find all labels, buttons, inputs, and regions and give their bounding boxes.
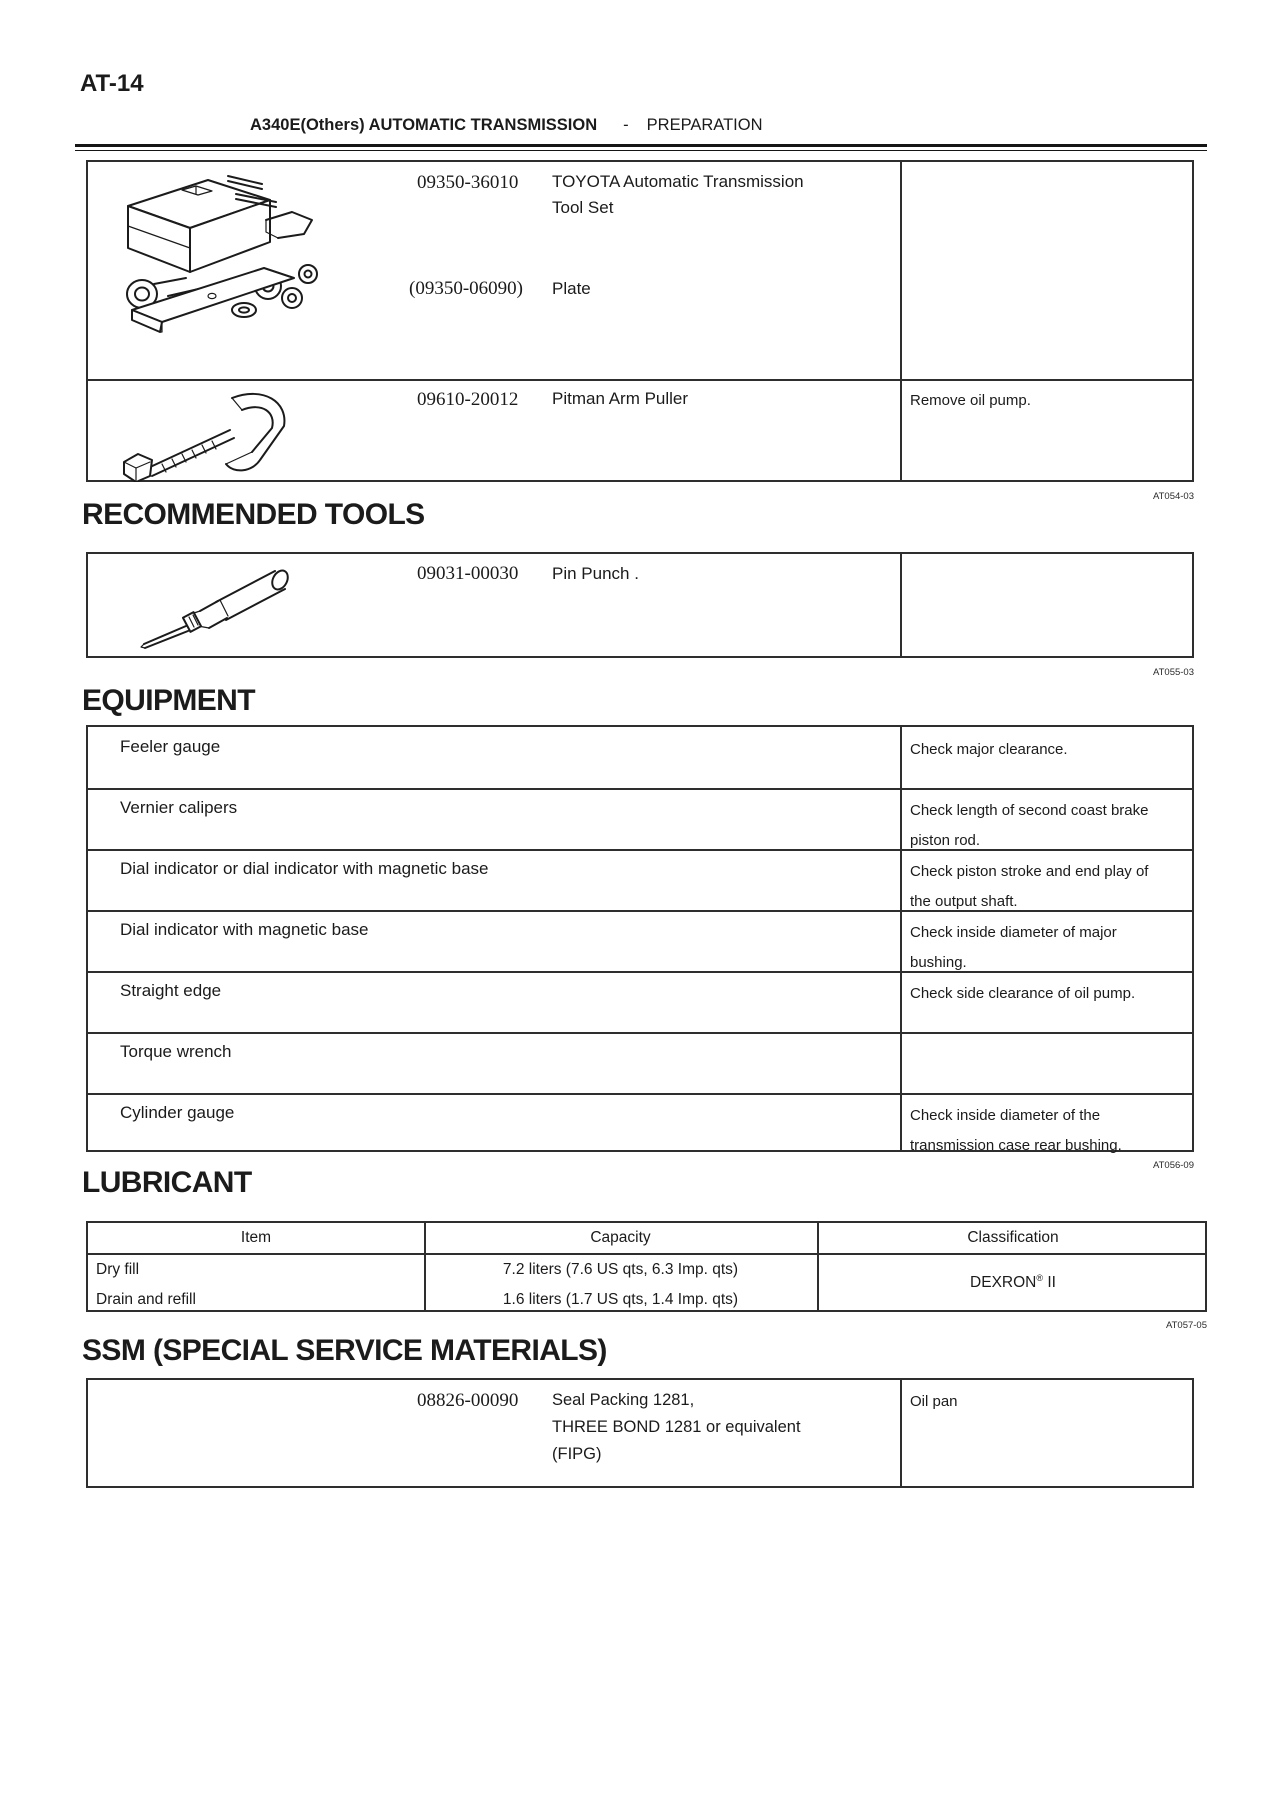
figure-code: AT057-05 <box>1165 1320 1207 1331</box>
part-number: 09610-20012 <box>417 389 519 410</box>
equipment-use: Check inside diameter of major bushing. <box>910 924 1117 971</box>
lubricant-item: Dry fill <box>96 1261 140 1278</box>
part-name: Pitman Arm Puller <box>552 389 689 408</box>
section-heading-ssm: SSM (SPECIAL SERVICE MATERIALS) <box>82 1334 607 1367</box>
pin-punch-illustration <box>128 564 300 650</box>
equipment-row-divider <box>88 788 1192 790</box>
part-name: TOYOTA Automatic Transmission Tool Set <box>552 172 804 217</box>
figure-code: AT054-03 <box>1152 491 1194 502</box>
sst-table <box>86 160 1194 482</box>
part-number: (09350-06090) <box>409 278 523 299</box>
lubricant-capacity: 7.2 liters (7.6 US qts, 6.3 Imp. qts) <box>502 1261 739 1278</box>
equipment-row-divider <box>88 1093 1192 1095</box>
lubricant-item: Drain and refill <box>96 1291 196 1308</box>
recommended-tools-table <box>86 552 1194 658</box>
part-number: 09031-00030 <box>417 563 519 584</box>
equipment-row-divider <box>88 1032 1192 1034</box>
ssm-column-divider <box>900 1380 902 1486</box>
equipment-item: Cylinder gauge <box>120 1103 235 1122</box>
equipment-item: Dial indicator or dial indicator with magnetic base <box>120 859 489 878</box>
part-note: Oil pan <box>910 1393 958 1410</box>
figure-code: AT055-03 <box>1152 667 1194 678</box>
equipment-item: Dial indicator with magnetic base <box>120 920 369 939</box>
equipment-use: Check side clearance of oil pump. <box>910 985 1136 1002</box>
section-heading-recommended-tools: RECOMMENDED TOOLS <box>82 498 425 531</box>
lubricant-classification: DEXRON® II <box>970 1273 1056 1292</box>
part-name: Pin Punch . <box>552 564 639 583</box>
running-header-section: PREPARATION <box>646 116 763 134</box>
part-number: 09350-36010 <box>417 172 519 193</box>
registered-mark: ® <box>1036 1273 1044 1283</box>
equipment-use: Check piston stroke and end play of the output shaft. <box>910 863 1149 910</box>
ssm-table <box>86 1378 1194 1488</box>
equipment-item: Feeler gauge <box>120 737 221 756</box>
page-code: AT-14 <box>80 70 144 97</box>
part-number: 08826-00090 <box>417 1390 519 1411</box>
pitman-arm-puller-illustration <box>114 384 302 482</box>
lubricant-header-divider <box>88 1253 1205 1255</box>
equipment-use: Check inside diameter of the transmission case rear bushing. <box>910 1107 1122 1154</box>
plate-illustration <box>122 258 304 342</box>
header-rule-thick <box>75 144 1207 147</box>
part-name: Seal Packing 1281, THREE BOND 1281 or equivalent (FIPG) <box>552 1391 801 1463</box>
running-header-dash: - <box>623 116 629 134</box>
figure-code: AT056-09 <box>1152 1160 1194 1171</box>
lubricant-col-capacity: Capacity <box>590 1229 651 1246</box>
part-note: Remove oil pump. <box>910 392 1031 409</box>
header-rule-thin <box>75 150 1207 151</box>
lubricant-col-classification: Classification <box>967 1229 1059 1246</box>
equipment-item: Straight edge <box>120 981 222 1000</box>
running-header-title: A340E(Others) AUTOMATIC TRANSMISSION <box>250 116 598 134</box>
equipment-use: Check major clearance. <box>910 741 1068 758</box>
lubricant-table <box>86 1221 1207 1312</box>
equipment-column-divider <box>900 727 902 1150</box>
recommended-tools-column-divider <box>900 554 902 656</box>
equipment-table <box>86 725 1194 1152</box>
sst-table-column-divider <box>900 162 902 480</box>
section-heading-equipment: EQUIPMENT <box>82 684 255 717</box>
sst-table-row-divider <box>88 379 1192 381</box>
equipment-use: Check length of second coast brake piston rod. <box>910 802 1149 849</box>
equipment-item: Torque wrench <box>120 1042 232 1061</box>
running-header <box>250 116 762 135</box>
lubricant-capacity: 1.6 liters (1.7 US qts, 1.4 Imp. qts) <box>502 1291 739 1308</box>
part-name: Plate <box>552 279 591 298</box>
lubricant-col-item: Item <box>240 1229 272 1246</box>
equipment-item: Vernier calipers <box>120 798 238 817</box>
section-heading-lubricant: LUBRICANT <box>82 1166 252 1199</box>
